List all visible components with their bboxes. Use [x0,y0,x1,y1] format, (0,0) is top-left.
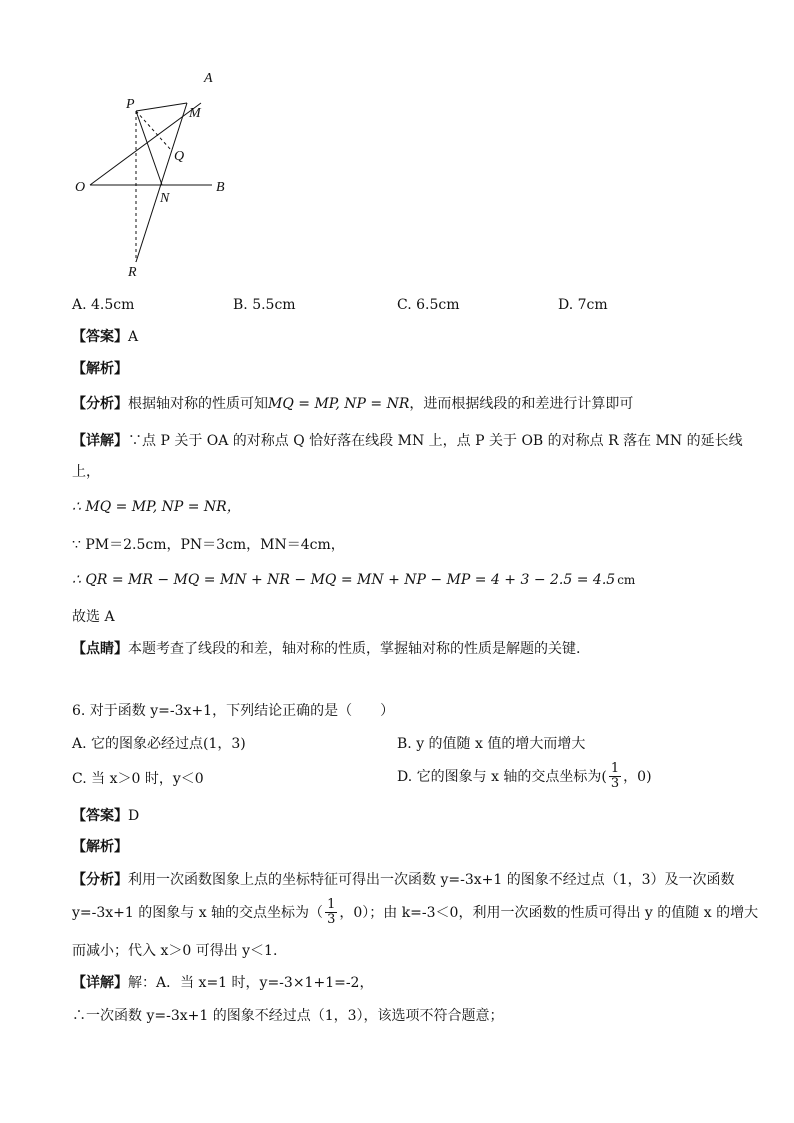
q6-answer-line [72,806,139,826]
segment-pm [136,103,187,111]
q5-detail-text1: ∵点 P 关于 OA 的对称点 Q 恰好落在线段 MN 上，点 P 关于 OB 的对称点 R 落在 MN 的延长线 [128,433,743,449]
q6-answer-tag: 【答案】 [72,808,128,824]
q5-detail-line3: ∴ MQ = MP, NP = NR， [72,499,241,515]
q5-option-a: A. 4.5cm [72,297,135,313]
q5-dianjing-tag: 【点睛】 [72,641,128,657]
q5-option-b: B. 5.5cm [233,297,296,313]
q5-detail-line2: 上， [72,464,100,480]
label-P: P [126,97,135,112]
q5-dianjing-line [72,639,580,659]
q6-stem: 6. 对于函数 y=-3x+1，下列结论正确的是（ ） [72,703,395,719]
label-R: R [128,265,137,280]
ray-oa [90,103,201,185]
q6-option-d [397,762,652,791]
q5-detail-line4: ∵ PM＝2.5cm，PN＝3cm，MN＝4cm， [72,537,345,553]
q5-detail-equation: ∴ QR = MR − MQ = MN + NR − MQ = MN + NP − MP = 4 + 3 − 2.5 = 4.5 [72,572,616,588]
label-O: O [75,180,86,195]
q5-dianjing-text: 本题考查了线段的和差，轴对称的性质，掌握轴对称的性质是解题的关键. [128,641,581,657]
label-M: M [189,106,201,121]
q6-analysis-tag [72,837,128,857]
q6-fenxi-line2-post: ，0）；由 k=-3＜0，利用一次函数的性质可得出 y 的值随 x 的增大 [339,904,759,921]
q6-option-d-fraction [609,762,621,791]
q6-fenxi-line2 [72,898,758,927]
q5-detail-line5 [72,570,635,590]
q6-option-a: A. 它的图象必经过点(1，3) [72,736,246,752]
fraction-denominator: 3 [610,776,620,791]
q6-detail-line1 [72,973,373,993]
q6-answer: D [128,808,140,824]
q5-fenxi-tag: 【分析】 [72,396,128,412]
q6-option-d-post: ，0) [623,768,652,785]
q5-answer-line [72,327,138,347]
q5-detail-tag: 【详解】 [72,433,128,449]
q6-option-d-pre: D. 它的图象与 x 轴的交点坐标为( [397,768,607,785]
label-B: B [216,180,225,195]
q6-fenxi-text1: 利用一次函数图象上点的坐标特征可得出一次函数 y=-3x+1 的图象不经过点（1，3）及一次函数 [128,872,735,888]
geometry-figure [70,66,240,286]
segment-mr [136,103,187,262]
q5-fenxi-text1: 根据轴对称的性质可知 [128,396,268,412]
q6-fenxi-line3: 而减小；代入 x＞0 可得出 y＜1. [72,943,278,959]
segment-pq-dashed [136,111,171,150]
q5-detail-line1 [72,431,743,451]
q6-fenxi-line2-pre: y=-3x+1 的图象与 x 轴的交点坐标为（ [72,904,324,921]
q6-detail-text1: 解：A．当 x=1 时，y=-3×1+1=-2， [128,975,374,991]
q6-detail-line2: ∴一次函数 y=-3x+1 的图象不经过点（1，3），该选项不符合题意； [72,1008,504,1024]
q5-detail-unit: cm [617,573,636,587]
q5-choose: 故选 A [72,609,115,625]
fraction-denominator: 3 [327,912,336,927]
q6-analysis-label: 【解析】 [72,839,128,855]
label-N: N [160,191,170,206]
q5-fenxi-line [72,394,633,414]
label-Q: Q [174,149,185,164]
q5-answer-tag: 【答案】 [72,329,128,345]
q5-answer: A [128,329,139,345]
q6-fenxi-fraction [325,898,337,927]
q5-option-c: C. 6.5cm [397,297,460,313]
q6-fenxi-line1 [72,870,735,890]
q5-analysis-label: 【解析】 [72,361,128,377]
fraction-numerator: 1 [327,897,336,912]
q5-analysis-tag [72,359,128,379]
q5-fenxi-math: MQ = MP, NP = NR [268,396,410,412]
q6-option-b: B. y 的值随 x 值的增大而增大 [397,736,586,752]
q5-option-d: D. 7cm [558,297,608,313]
fraction-numerator: 1 [610,761,620,776]
q6-option-c: C. 当 x＞0 时，y＜0 [72,771,204,787]
label-A: A [204,71,213,86]
q5-fenxi-text2: ，进而根据线段的和差进行计算即可 [409,396,634,412]
q6-detail-tag: 【详解】 [72,975,128,991]
q6-fenxi-tag: 【分析】 [72,872,128,888]
